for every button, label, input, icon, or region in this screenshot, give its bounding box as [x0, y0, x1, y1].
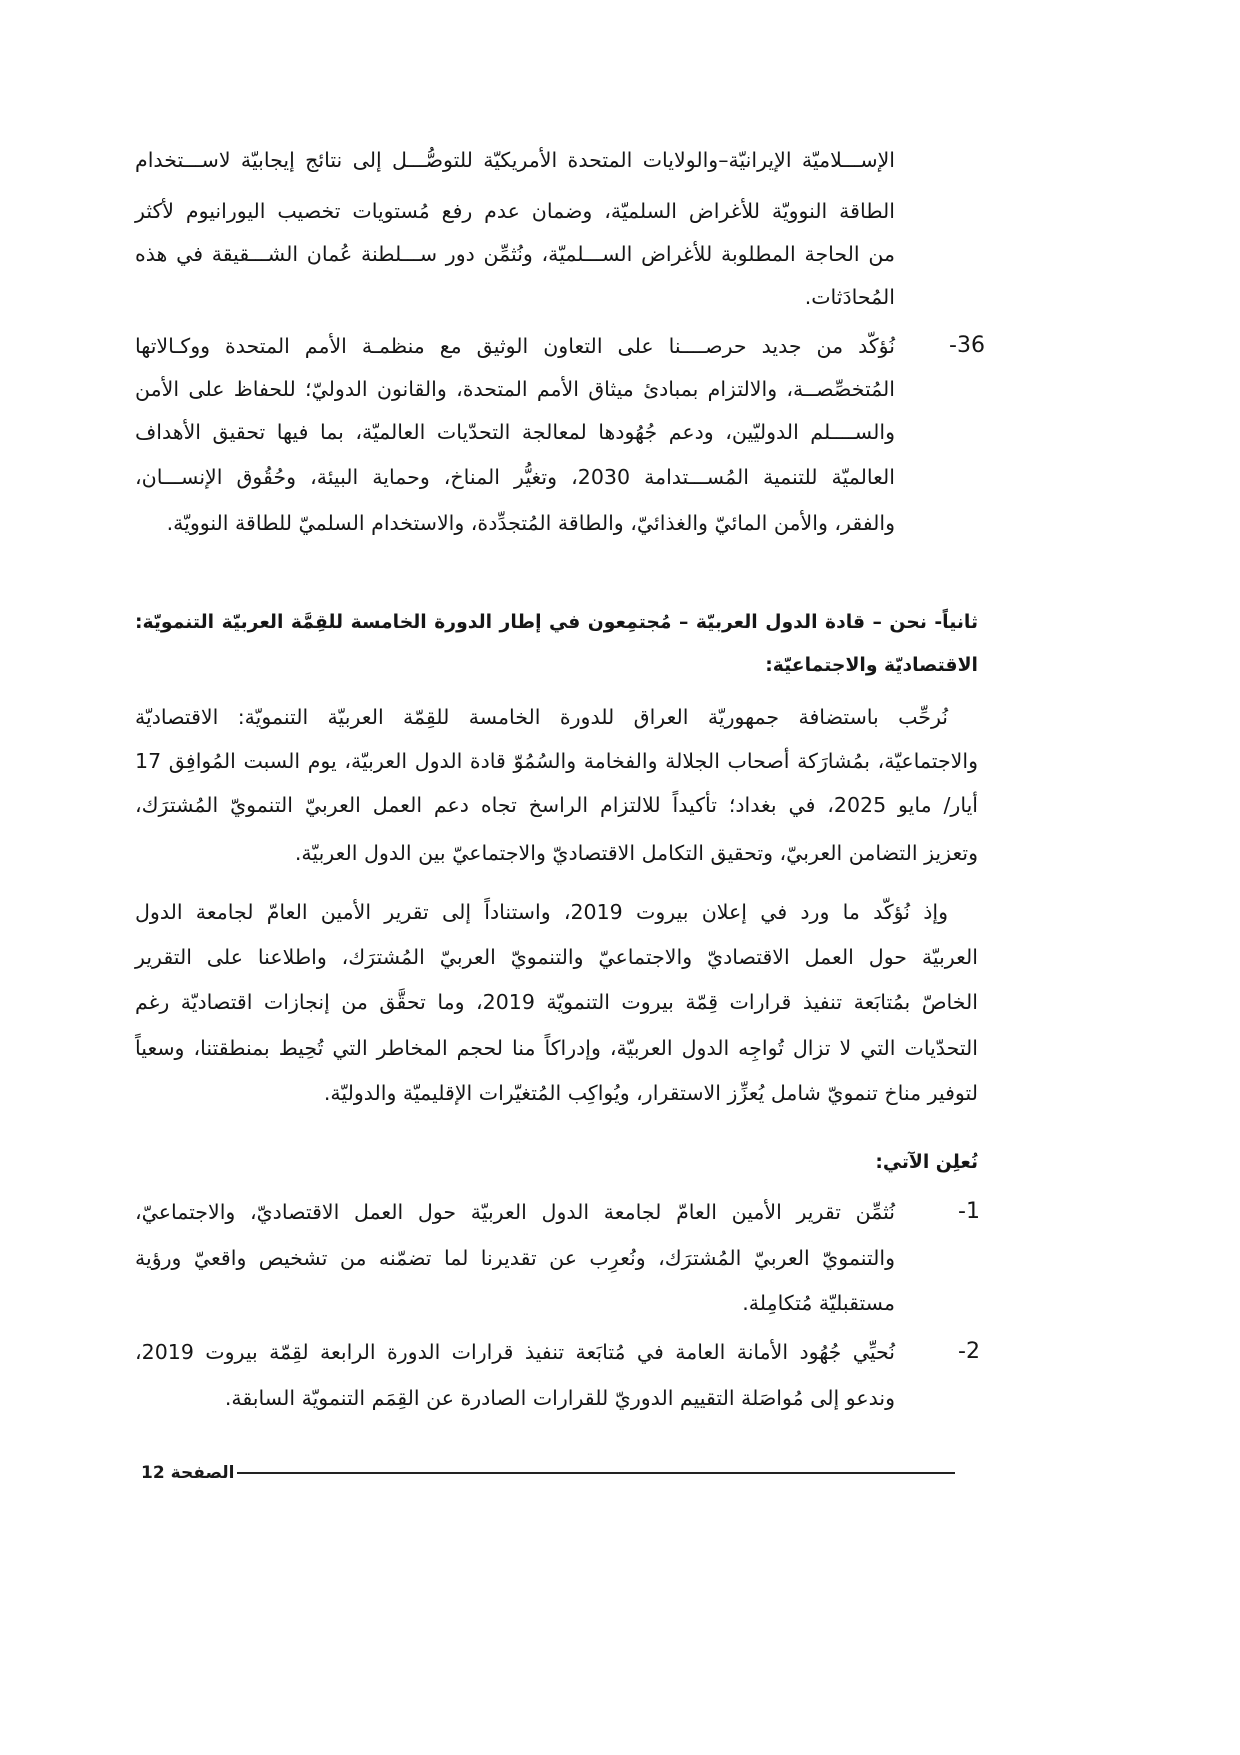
footer-page-number: 12 — [141, 1463, 165, 1483]
list-item-line: نُثمِّن تقرير الأمين العامّ لجامعة الدول العربيّة حول العمل الاقتصاديّ، والاجتماعيّ، — [135, 1200, 895, 1224]
list-item-number: 36- — [949, 333, 985, 358]
paragraph-line: أيار/ مايو 2025، في بغداد؛ تأكيداً للالتزام الراسخ تجاه دعم العمل العربيّ التنمويّ المُشترَك، — [135, 793, 978, 817]
list-item-line: والتنمويّ العربيّ المُشترَك، ونُعرِب عن تقديرنا لما تضمّنه من تشخيص واقعيّ ورؤية — [135, 1246, 895, 1270]
declaration-heading: نُعلِن الآتي: — [875, 1152, 978, 1173]
list-item-line: العالميّة للتنمية المُســـتدامة 2030، وتغيُّر المناخ، وحماية البيئة، وحُقُوق الإنســـان، — [135, 465, 895, 489]
list-item-line: نُؤكّد من جديد حرصــــنا على التعاون الوثيق مع منظمـة الأمم المتحدة ووكـالاتها — [135, 334, 895, 358]
paragraph-line: نُرحِّب باستضافة جمهوريّة العراق للدورة الخامسة للقِمّة العربيّة التنمويّة: الاقتصاديّة — [135, 705, 948, 729]
paragraph-line: وتعزيز التضامن العربيّ، وتحقيق التكامل الاقتصاديّ والاجتماعيّ بين الدول العربيّة. — [294, 841, 978, 865]
list-item-line: والفقر، والأمن المائيّ والغذائيّ، والطاقة المُتجدِّدة، والاستخدام السلميّ للطاقة النوويّة. — [166, 511, 895, 535]
list-item-number: 2- — [958, 1339, 980, 1364]
list-item-line: مستقبليّة مُتكامِلة. — [742, 1291, 895, 1315]
paragraph-line: التحدّيات التي لا تزال تُواجِه الدول العربيّة، وإدراكاً منا لحجم المخاطر التي تُحِيط بمنطقتنا، وسعياً — [135, 1036, 978, 1060]
section-heading-line: ثانياً- نحن – قادة الدول العربيّة – مُجتمِعون في إطار الدورة الخامسة للقِمَّة العربيّة التنمويّة: — [135, 612, 978, 633]
footer-rule — [237, 1472, 955, 1474]
footer-page-label: الصفحة — [170, 1463, 235, 1483]
continuation-line: الإســـلاميّة الإيرانيّة–والولايات المتحدة الأمريكيّة للتوصُّـــل إلى نتائج إيجابيّة لاســـتخدام — [135, 148, 895, 172]
continuation-line: المُحادَثات. — [804, 285, 895, 309]
paragraph-line: وإذ نُؤكّد ما ورد في إعلان بيروت 2019، واستناداً إلى تقرير الأمين العامّ لجامعة الدول — [135, 900, 948, 924]
list-item-line: المُتخصِّصــة، والالتزام بمبادئ ميثاق الأمم المتحدة، والقانون الدوليّ؛ للحفاظ على الأمن — [135, 377, 895, 401]
list-item-line: والســــلم الدوليّين، ودعم جُهُودها لمعالجة التحدّيات العالميّة، بما فيها تحقيق الأهداف — [135, 420, 895, 444]
paragraph-line: الخاصّ بمُتابَعة تنفيذ قرارات قِمّة بيروت التنمويّة 2019، وما تحقَّق من إنجازات اقتصاديّة رغم — [135, 990, 978, 1014]
continuation-line: الطاقة النوويّة للأغراض السلميّة، وضمان عدم رفع مُستويات تخصيب اليورانيوم لأكثر — [135, 199, 895, 223]
list-item-line: نُحيِّي جُهُود الأمانة العامة في مُتابَعة تنفيذ قرارات الدورة الرابعة لقِمّة بيروت 2019، — [135, 1340, 895, 1364]
section-heading-line: الاقتصاديّة والاجتماعيّة: — [765, 655, 978, 676]
paragraph-line: لتوفير مناخ تنمويّ شامل يُعزِّز الاستقرار، ويُواكِب المُتغيّرات الإقليميّة والدوليّة. — [323, 1081, 978, 1105]
paragraph-line: والاجتماعيّة، بمُشارَكة أصحاب الجلالة والفخامة والسُمُوّ قادة الدول العربيّة، يوم السبت المُوافِق 17 — [135, 749, 978, 773]
list-item-number: 1- — [958, 1199, 980, 1224]
page-footer — [135, 1460, 234, 1486]
list-item-line: وندعو إلى مُواصَلة التقييم الدوريّ للقرارات الصادرة عن القِمَم التنمويّة السابقة. — [224, 1386, 895, 1410]
paragraph-line: العربيّة حول العمل الاقتصاديّ والاجتماعيّ والتنمويّ العربيّ المُشترَك، واطلاعنا على التقرير — [135, 945, 978, 969]
continuation-line: من الحاجة المطلوبة للأغراض الســـلميّة، ونُثمِّن دور ســـلطنة عُمان الشـــقيقة في هذه — [135, 242, 895, 266]
